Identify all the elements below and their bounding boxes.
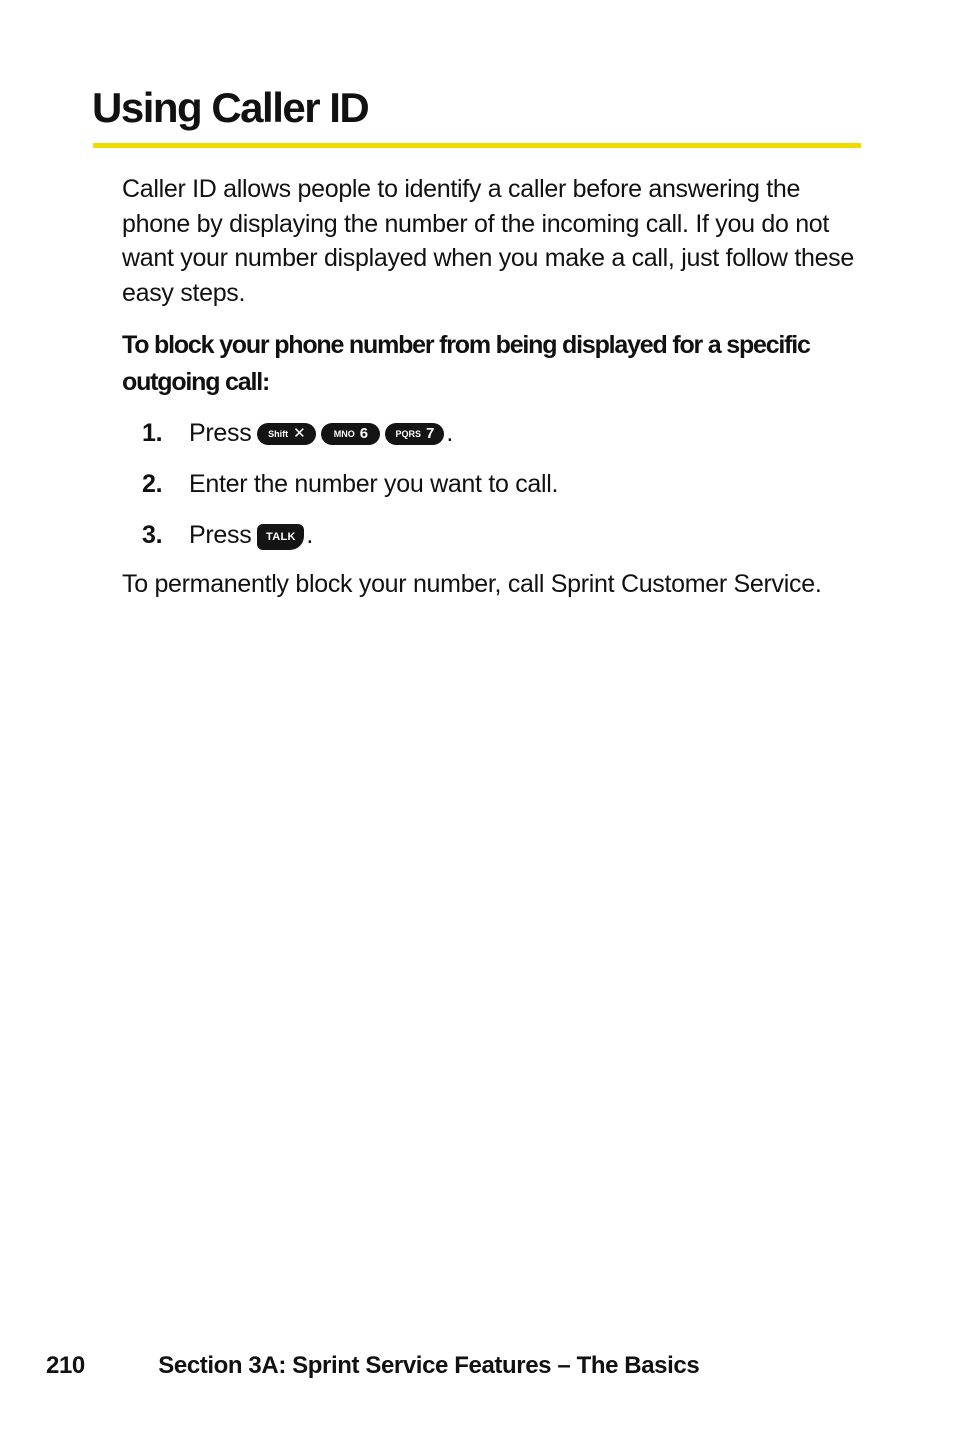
step-3: [142, 517, 313, 553]
page-footer: [46, 1348, 699, 1384]
shift-star-key-icon: Shift ✕: [257, 423, 316, 445]
talk-key-icon: TALK: [257, 524, 304, 550]
pqrs-7-key-icon: PQRS 7: [385, 423, 444, 445]
step-2: [142, 466, 564, 502]
outro-paragraph: To permanently block your number, call Sprint Customer Service.: [122, 570, 822, 598]
page-number: 210: [46, 1352, 85, 1379]
step-number: 2.: [142, 470, 163, 498]
instruction-heading: To block your phone number from being displayed for a specific outgoing call:: [122, 331, 810, 396]
step-number: 1.: [142, 419, 163, 447]
intro-paragraph: Caller ID allows people to identify a caller before answering the phone by displaying the number of the incoming call. If you do not want your number displayed when you make a call, just follow these easy steps.: [122, 175, 854, 307]
step-number: 3.: [142, 521, 163, 549]
step-end: .: [446, 419, 454, 447]
step-text: Press: [189, 521, 252, 549]
step-end: .: [306, 521, 314, 549]
step-text: Press: [189, 419, 252, 447]
section-title: Section 3A: Sprint Service Features – The Basics: [158, 1352, 700, 1379]
title-underline: [93, 143, 861, 148]
mno-6-key-icon: MNO 6: [321, 423, 380, 445]
step-1: [142, 415, 453, 451]
step-text: Enter the number you want to call.: [189, 470, 559, 498]
page-title: Using Caller ID: [92, 84, 369, 131]
